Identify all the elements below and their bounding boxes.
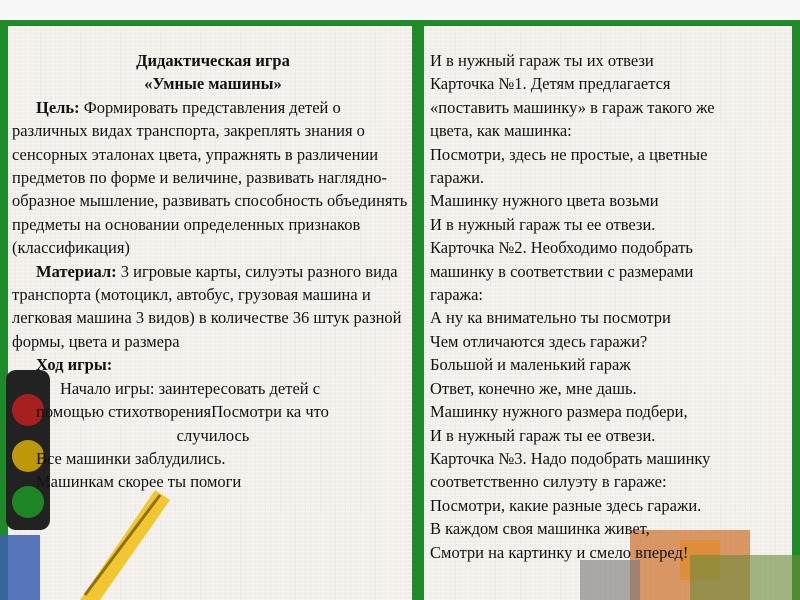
text-line: Посмотри, какие разные здесь гаражи. (430, 495, 702, 515)
text-line: цвета, как машинка: (430, 121, 572, 141)
game-title: Дидактическая игра (136, 51, 290, 70)
text-line: В каждом своя машинка живет, (430, 519, 650, 539)
start-line-1: Начало игры: заинтересовать детей с (60, 378, 321, 398)
text-line: Карточка №2. Необходимо подобрать (430, 238, 693, 258)
course-heading: Ход игры: (36, 355, 113, 375)
text-line: И в нужный гараж ты их отвези (430, 51, 654, 70)
text-line: И в нужный гараж ты ее отвези. (430, 425, 656, 445)
start-line-2: помощью стихотворенияПосмотри ка что (36, 402, 329, 422)
game-subtitle: «Умные машины» (144, 74, 282, 94)
text-line: гаража: (430, 285, 483, 305)
text-line: Посмотри, здесь не простые, а цветные (430, 144, 708, 164)
goal-paragraph (12, 96, 414, 260)
text-line: «поставить машинку» в гараж такого же (430, 97, 715, 117)
crane-icon (60, 490, 170, 600)
text-line: Карточка №3. Надо подобрать машинку (430, 448, 711, 468)
left-column (12, 49, 414, 494)
material-text: 3 игровые карты, силуэты разного вида транспорта (мотоцикл, автобус, грузовая машина и легковая машина 3 видов) в количестве 36 штук разной формы, цвета и размера (12, 261, 402, 351)
poem-line-2: Машинкам скорее ты помоги (36, 472, 242, 492)
right-column (430, 49, 792, 564)
text-line: Ответ, конечно же, мне дашь. (430, 378, 637, 398)
text-line: Карточка №1. Детям предлагается (430, 74, 671, 94)
text-line: Смотри на картинку и смело вперед! (430, 542, 689, 562)
material-label: Материал: (36, 261, 117, 281)
text-line: гаражи. (430, 168, 485, 188)
goal-text: Формировать представления детей о различных видах транспорта, закреплять знания о сенсорных эталонах цвета, упражнять в различении предметов по форме и величине, развивать наглядно-образное мышление, развивать способность объединять предметы на основании определенных признаков (классификация) (12, 97, 408, 258)
text-line: машинку в соответствии с размерами (430, 261, 694, 281)
text-line: Машинку нужного цвета возьми (430, 191, 659, 211)
start-line-3: случилось (176, 425, 250, 445)
top-strip (0, 0, 800, 22)
text-line: Чем отличаются здесь гаражи? (430, 331, 648, 351)
material-paragraph (12, 260, 414, 354)
poem-line-1: Все машинки заблудились. (36, 448, 226, 468)
text-line: Большой и маленький гараж (430, 355, 631, 375)
text-line: Машинку нужного размера подбери, (430, 402, 688, 422)
text-line: А ну ка внимательно ты посмотри (430, 308, 671, 328)
goal-label: Цель: (36, 97, 80, 117)
text-line: соответственно силуэту в гараже: (430, 472, 667, 492)
text-line: И в нужный гараж ты ее отвези. (430, 214, 656, 234)
